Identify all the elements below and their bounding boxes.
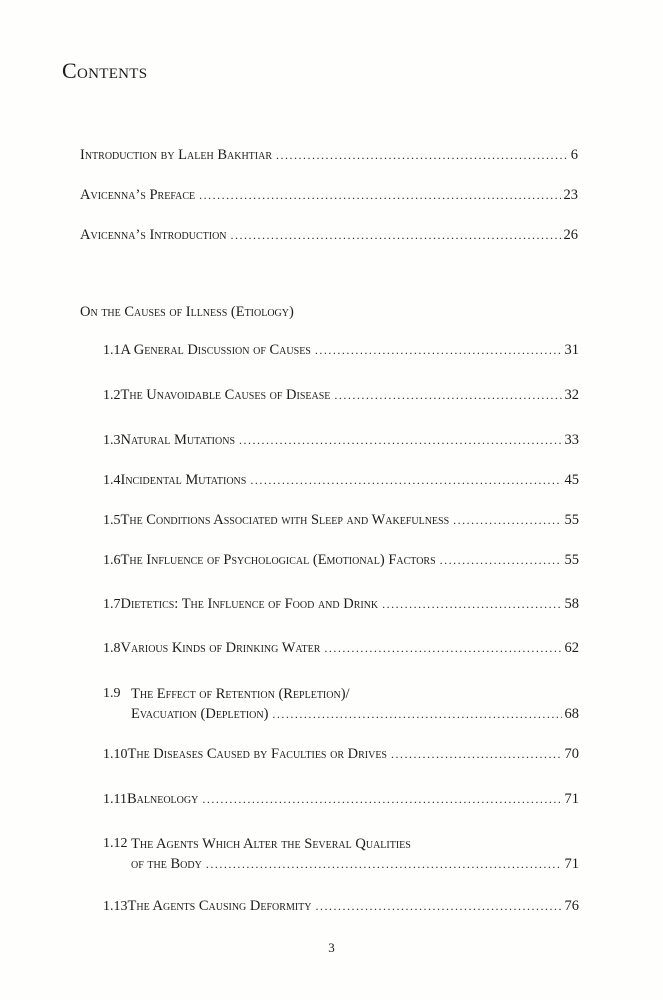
toc-entry-page: 32 xyxy=(564,387,579,403)
leader-dots xyxy=(276,145,568,165)
toc-entry-title: The Diseases Caused by Faculties or Drives xyxy=(127,746,387,762)
toc-entry-page: 33 xyxy=(564,432,579,448)
toc-entry-title: A General Discussion of Causes xyxy=(120,342,311,358)
toc-entry-page: 58 xyxy=(564,596,579,612)
toc-entry-title-continued: of the Body xyxy=(131,856,202,872)
toc-entry-title: The Influence of Psychological (Emotional) Factors xyxy=(120,552,436,568)
chapter-number: 1.9 xyxy=(103,686,121,701)
page-number: 3 xyxy=(328,940,335,955)
toc-entry-page: 55 xyxy=(564,512,579,528)
toc-entry-page: 62 xyxy=(564,640,579,656)
chapter-number: 1.10 xyxy=(103,747,128,762)
toc-chapter-1-11[interactable] xyxy=(103,789,579,810)
leader-dots xyxy=(315,340,562,360)
toc-entry-title: Balneology xyxy=(126,791,199,807)
toc-entry-title: Avicenna’s Introduction xyxy=(80,227,227,243)
leader-dots xyxy=(391,744,562,764)
toc-entry-page: 71 xyxy=(564,856,579,872)
leader-dots xyxy=(231,225,561,245)
toc-entry-page: 6 xyxy=(570,147,578,163)
leader-dots xyxy=(239,430,561,450)
toc-entry-page: 68 xyxy=(564,706,579,722)
toc-chapter-1-9[interactable] xyxy=(103,684,579,724)
toc-chapter-1-5[interactable] xyxy=(103,510,579,531)
toc-chapter-1-12[interactable] xyxy=(103,834,579,874)
chapter-number: 1.1 xyxy=(103,343,121,358)
chapter-number: 1.3 xyxy=(103,433,121,448)
leader-dots xyxy=(202,789,561,809)
toc-entry-page: 23 xyxy=(563,187,578,203)
chapter-number: 1.12 xyxy=(103,836,128,851)
chapter-number: 1.5 xyxy=(103,513,121,528)
chapter-number: 1.8 xyxy=(103,641,121,656)
toc-entry-page: 70 xyxy=(564,746,579,762)
toc-entry-title: The Effect of Retention (Repletion)/ xyxy=(131,686,350,702)
toc-entry-title-continued: Evacuation (Depletion) xyxy=(131,706,269,722)
toc-entry-page: 31 xyxy=(564,342,579,358)
leader-dots xyxy=(334,385,561,405)
leader-dots xyxy=(206,854,562,874)
toc-entry-title: Various Kinds of Drinking Water xyxy=(120,640,321,656)
toc-entry-introduction[interactable] xyxy=(80,145,578,165)
toc-chapter-1-10[interactable] xyxy=(103,744,579,765)
toc-entry-title: The Conditions Associated with Sleep and Wakefulness xyxy=(120,512,450,528)
leader-dots xyxy=(382,594,561,614)
toc-entry-title: The Agents Causing Deformity xyxy=(127,898,312,914)
chapter-number: 1.6 xyxy=(103,553,121,568)
chapter-number: 1.13 xyxy=(103,899,128,914)
chapter-number: 1.2 xyxy=(103,388,121,403)
toc-entry-page: 71 xyxy=(564,791,579,807)
leader-dots xyxy=(199,185,560,205)
toc-entry-avicenna-introduction[interactable] xyxy=(80,225,578,245)
toc-entry-title: Avicenna’s Preface xyxy=(80,187,196,203)
toc-entry-title: Dietetics: The Influence of Food and Drink xyxy=(120,596,379,612)
toc-chapter-1-6[interactable] xyxy=(103,550,579,571)
toc-chapter-1-7[interactable] xyxy=(103,594,579,615)
toc-chapter-1-8[interactable] xyxy=(103,638,579,659)
toc-entry-title: Natural Mutations xyxy=(120,432,236,448)
section-title: On the Causes of Illness (Etiology) xyxy=(80,304,294,320)
toc-entry-title: The Unavoidable Causes of Disease xyxy=(120,387,331,403)
toc-chapter-1-4[interactable] xyxy=(103,470,579,491)
toc-chapter-1-13[interactable] xyxy=(103,896,579,917)
leader-dots xyxy=(324,638,561,658)
leader-dots xyxy=(453,510,561,530)
chapter-number: 1.4 xyxy=(103,473,121,488)
contents-heading: Contents xyxy=(62,58,148,83)
chapter-number: 1.11 xyxy=(103,792,127,807)
toc-entry-title: Incidental Mutations xyxy=(120,472,247,488)
toc-chapter-1-1[interactable] xyxy=(103,340,579,361)
toc-entry-page: 76 xyxy=(564,898,579,914)
toc-chapter-1-2[interactable] xyxy=(103,385,579,406)
toc-entry-page: 26 xyxy=(563,227,578,243)
chapter-number: 1.7 xyxy=(103,597,121,612)
leader-dots xyxy=(440,550,562,570)
toc-entry-title: Introduction by Laleh Bakhtiar xyxy=(80,147,272,163)
leader-dots xyxy=(316,896,562,916)
leader-dots xyxy=(272,704,561,724)
toc-entry-preface[interactable] xyxy=(80,185,578,205)
toc-entry-page: 45 xyxy=(564,472,579,488)
leader-dots xyxy=(250,470,561,490)
toc-chapter-1-3[interactable] xyxy=(103,430,579,451)
toc-entry-page: 55 xyxy=(564,552,579,568)
toc-entry-title: The Agents Which Alter the Several Qualities xyxy=(131,836,411,852)
